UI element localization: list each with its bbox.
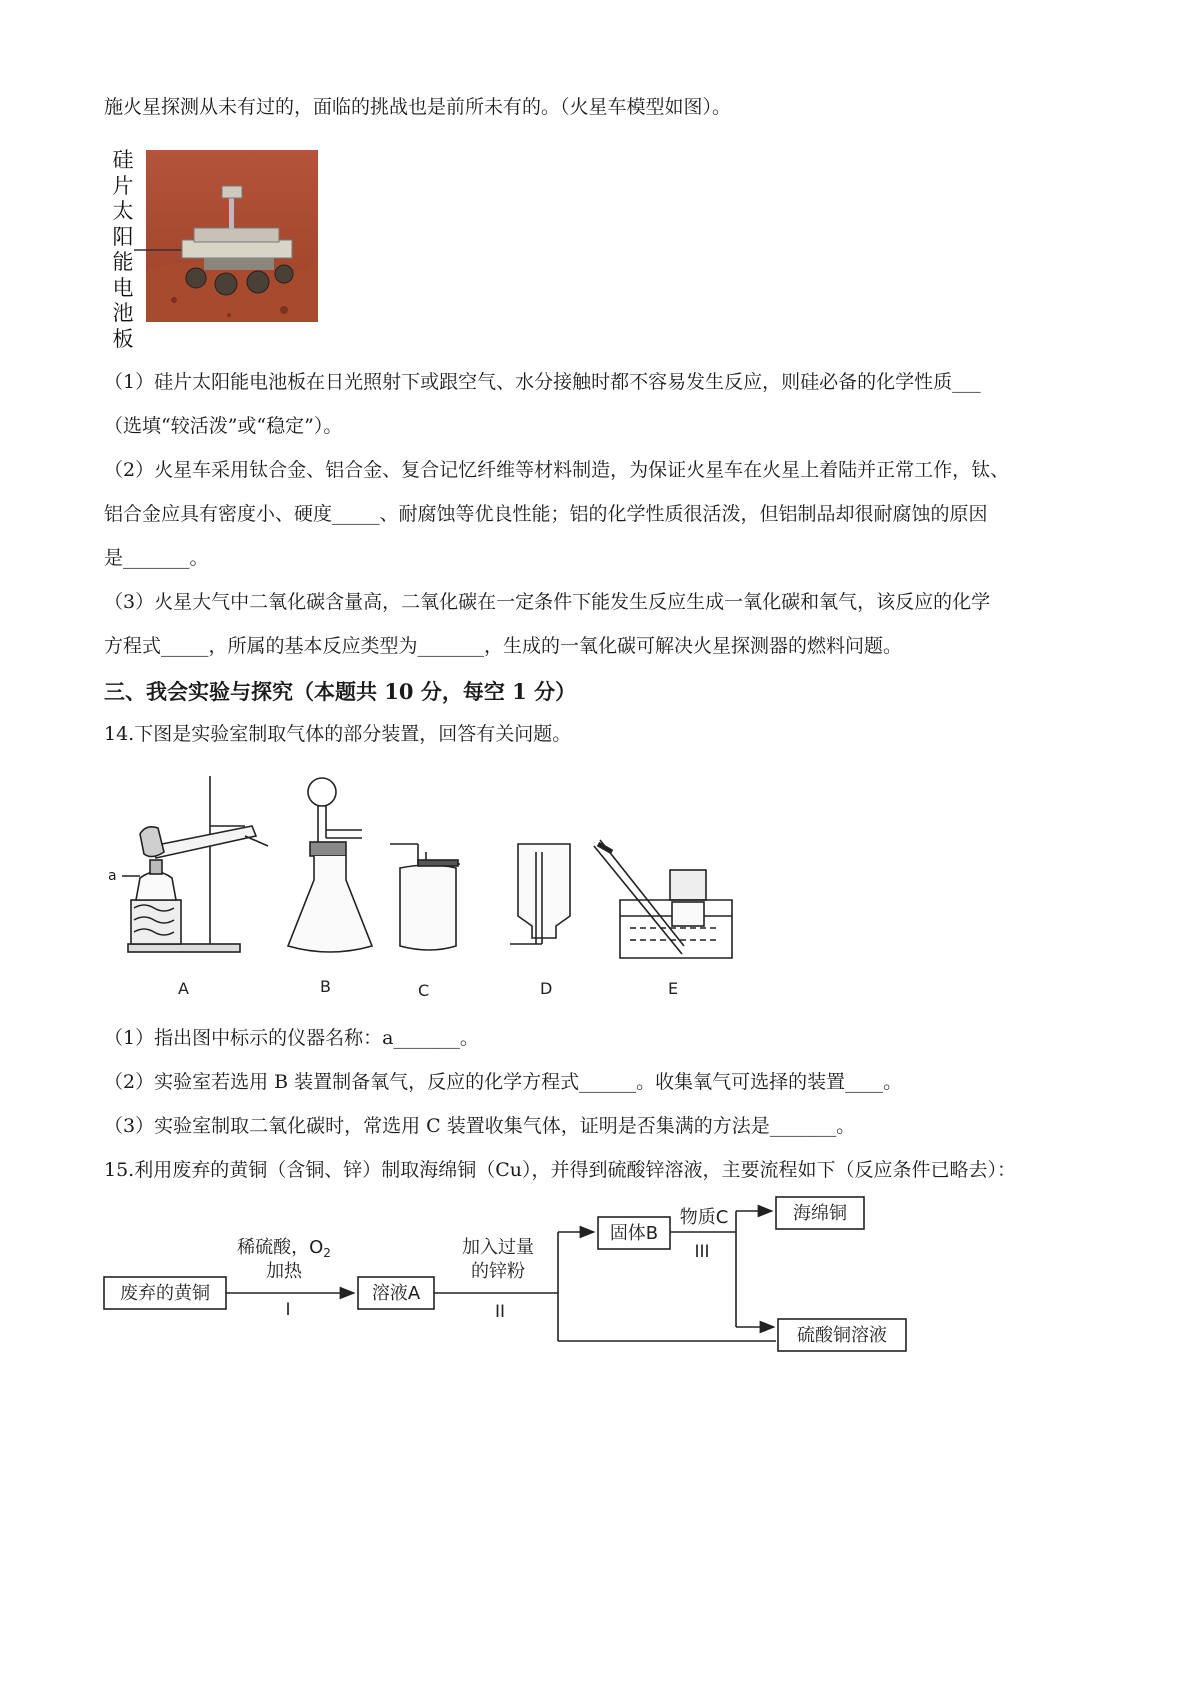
flow-box-solid-b-label: 固体B bbox=[609, 1223, 659, 1244]
flow-step2-roman: II bbox=[494, 1302, 506, 1322]
q13-part2-line2: 铝合金应具有密度小、硬度_____、耐腐蚀等优良性能；铝的化学性质很活泼，但铝制品却很耐腐蚀的原因 bbox=[104, 503, 988, 525]
q14-sub1: （1）指出图中标示的仪器名称：a_______。 bbox=[104, 1027, 479, 1049]
mars-rover-photo bbox=[134, 150, 320, 325]
flow-step3-label: 物质C bbox=[679, 1207, 729, 1228]
apparatus-label-c: C bbox=[418, 981, 430, 1000]
flow-box-start-label: 废弃的黄铜 bbox=[120, 1283, 210, 1304]
q14-sub2: （2）实验室若选用 B 装置制备氧气，反应的化学方程式______。收集氧气可选择的装置____。 bbox=[104, 1071, 903, 1093]
apparatus-a-drawing bbox=[122, 776, 268, 952]
flow-step3-roman: III bbox=[694, 1242, 710, 1262]
flow-box-sponge-copper-label: 海绵铜 bbox=[793, 1203, 847, 1224]
apparatus-b-drawing bbox=[288, 778, 372, 952]
q13-part1-line2: （选填“较活泼”或“稳定”）。 bbox=[104, 415, 343, 437]
q14-stem: 14.下图是实验室制取气体的部分装置，回答有关问题。 bbox=[104, 723, 572, 745]
apparatus-label-b: B bbox=[320, 977, 331, 996]
intro-line: 施火星探测从未有过的，面临的挑战也是前所未有的。（火星车模型如图）。 bbox=[104, 96, 732, 118]
section3-heading: 三、我会实验与探究（本题共 10 分，每空 1 分） bbox=[104, 679, 577, 704]
flow-step1-roman: I bbox=[285, 1300, 291, 1320]
q14-sub3: （3）实验室制取二氧化碳时，常选用 C 装置收集气体，证明是否集满的方法是_______。 bbox=[104, 1115, 856, 1137]
flow-box-final-solution-label: 硫酸铜溶液 bbox=[797, 1325, 887, 1346]
apparatus-d-drawing bbox=[510, 844, 570, 944]
flow-box-solution-a-label: 溶液A bbox=[371, 1283, 421, 1304]
flow-step2-line2: 的锌粉 bbox=[471, 1261, 525, 1282]
q15-flowchart bbox=[100, 1195, 920, 1365]
flow-step1-reagent: 稀硫酸，O bbox=[237, 1237, 324, 1258]
svg-text:稀硫酸，O2 bbox=[237, 1237, 331, 1260]
q13-part2-line1: （2）火星车采用钛合金、铝合金、复合记忆纤维等材料制造，为保证火星车在火星上着陆并正常工作，钛、 bbox=[104, 459, 1010, 481]
pointer-label-a: a bbox=[108, 868, 117, 884]
q13-part2-line3: 是_______。 bbox=[104, 547, 209, 569]
flow-step2-line1: 加入过量 bbox=[462, 1237, 534, 1258]
q13-part1-line1: （1）硅片太阳能电池板在日光照射下或跟空气、水分接触时都不容易发生反应，则硅必备的化学性质___ bbox=[104, 371, 981, 393]
q13-part3-line1: （3）火星大气中二氧化碳含量高，二氧化碳在一定条件下能发生反应生成一氧化碳和氧气，该反应的化学 bbox=[104, 591, 991, 613]
apparatus-label-d: D bbox=[540, 979, 553, 998]
flow-step1-o2-subscript: 2 bbox=[323, 1246, 331, 1260]
q15-stem: 15.利用废弃的黄铜（含铜、锌）制取海绵铜（Cu），并得到硫酸锌溶液，主要流程如下（反应条件已略去）： bbox=[104, 1159, 1016, 1181]
lab-apparatus-figure bbox=[100, 768, 750, 1008]
flow-step1-condition: 加热 bbox=[266, 1261, 302, 1282]
q13-part3-line2: 方程式_____，所属的基本反应类型为_______，生成的一氧化碳可解决火星探测器的燃料问题。 bbox=[104, 635, 903, 657]
apparatus-label-a: A bbox=[178, 979, 189, 998]
apparatus-c-drawing bbox=[390, 844, 460, 950]
apparatus-e-drawing bbox=[594, 840, 732, 958]
apparatus-label-e: E bbox=[668, 979, 679, 998]
rover-side-label: 硅片太阳能电池板 bbox=[112, 148, 134, 351]
